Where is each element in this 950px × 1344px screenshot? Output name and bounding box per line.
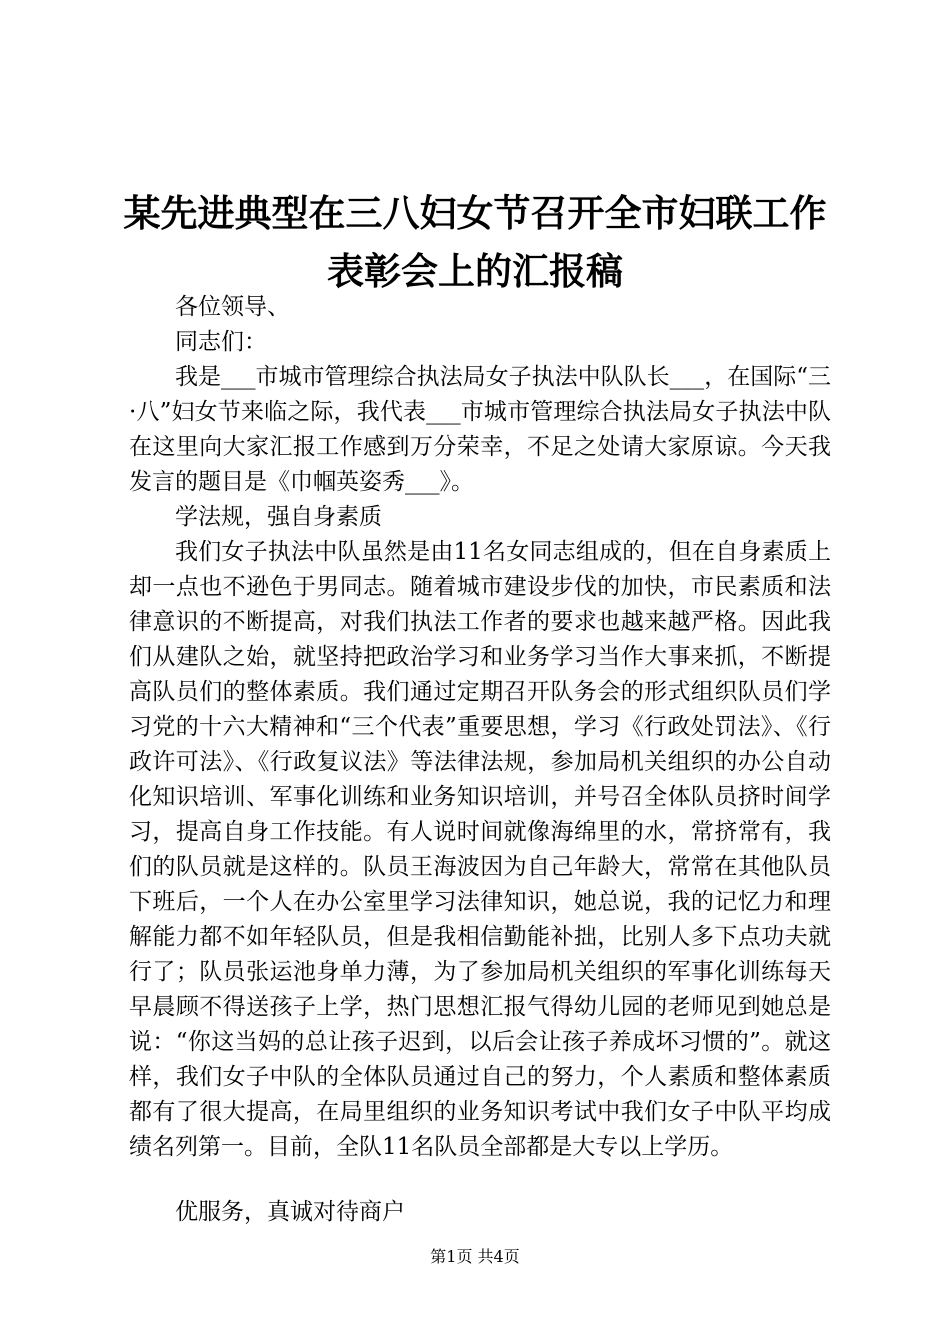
section-heading: 优服务，真诚对待商户: [175, 1199, 405, 1225]
document-body: [129, 290, 831, 1230]
salutation-line-1: 各位领导、: [175, 294, 290, 320]
salutation-line-2: 同志们：: [175, 329, 267, 355]
section-heading: 学法规，强自身素质: [175, 504, 382, 530]
page-footer: 第1页 共4页: [430, 1247, 520, 1266]
document-title: 某先进典型在三八妇女节召开全市妇联工作表彰会上的汇报稿: [123, 191, 827, 293]
intro-paragraph: 我是___市城市管理综合执法局女子执法中队队长___，在国际“三·八”妇女节来临之际，我代表___市城市管理综合执法局女子执法中队在这里向大家汇报工作感到万分荣幸，不足之处请大家原谅。今天我发言的题目是《巾帼英姿秀___》。: [129, 364, 831, 495]
body-paragraph: 我们女子执法中队虽然是由11名女同志组成的，但在自身素质上却一点也不逊色于男同志。随着城市建设步伐的加快，市民素质和法律意识的不断提高，对我们执法工作者的要求也越来越严格。因此我们从建队之始，就坚持把政治学习和业务学习当作大事来抓，不断提高队员们的整体素质。我们通过定期召开队务会的形式组织队员们学习党的十六大精神和“三个代表”重要思想，学习《行政处罚法》、《行政许可法》、《行政复议法》等法律法规，参加局机关组织的办公自动化知识培训、军事化训练和业务知识培训，并号召全体队员挤时间学习，提高自身工作技能。有人说时间就像海绵里的水，常挤常有，我们的队员就是这样的。队员王海波因为自己年龄大，常常在其他队员下班后，一个人在办公室里学习法律知识，她总说，我的记忆力和理解能力都不如年轻队员，但是我相信勤能补拙，比别人多下点功夫就行了；队员张运池身单力薄，为了参加局机关组织的军事化训练每天早晨顾不得送孩子上学，热门思想汇报气得幼儿园的老师见到她总是说：“你这当妈的总让孩子迟到，以后会让孩子养成坏习惯的”。就这样，我们女子中队的全体队员通过自己的努力，个人素质和整体素质都有了很大提高，在局里组织的业务知识考试中我们女子中队平均成绩名列第一。目前，全队11名队员全部都是大专以上学历。: [129, 539, 831, 1160]
